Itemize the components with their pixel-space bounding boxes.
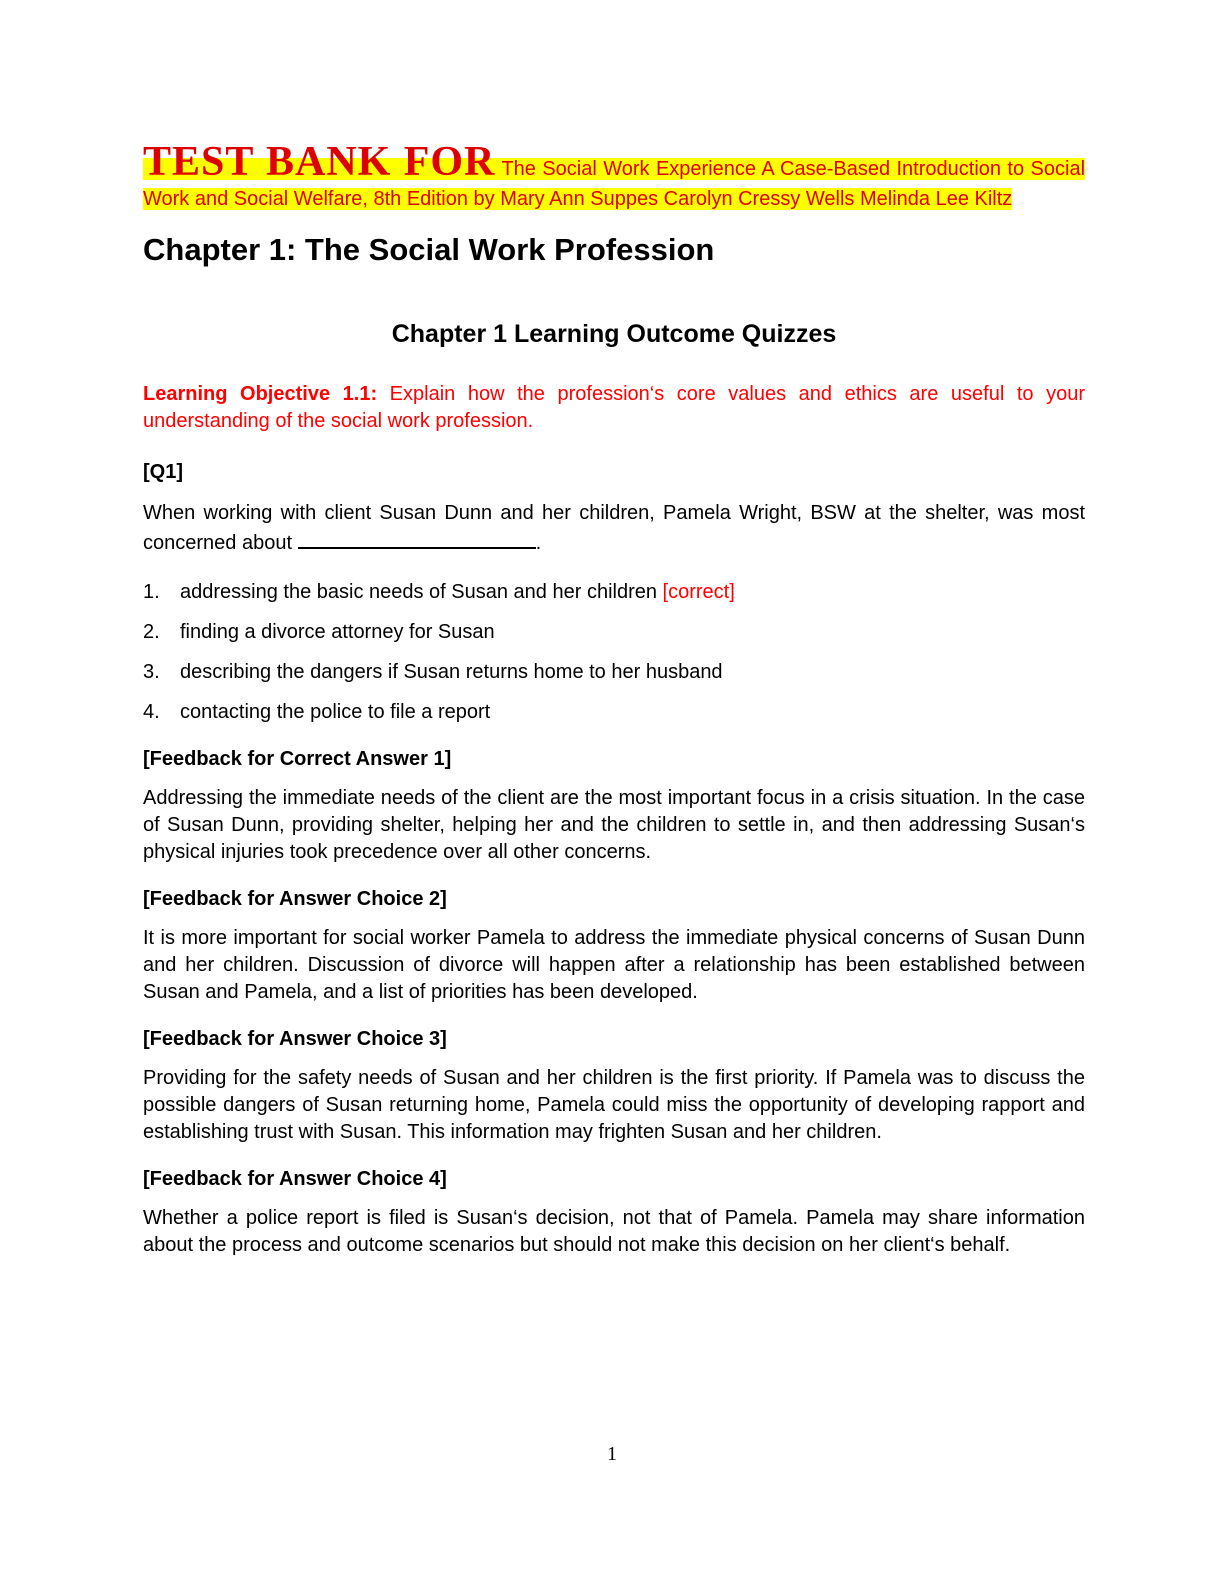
feedback-heading-2: [Feedback for Answer Choice 2] [143, 888, 447, 911]
quiz-title: Chapter 1 Learning Outcome Quizzes [391, 320, 837, 349]
page-number: 1 [607, 1443, 617, 1465]
question-id-label: [Q1] [143, 461, 183, 484]
test-bank-label: TEST BANK FOR [143, 139, 496, 185]
answer-blank-line [298, 527, 536, 549]
choice-number: 2. [143, 621, 160, 644]
question-stem-text: When working with client Susan Dunn and her children, Pamela Wright, BSW at the shelter, was most concerned about [143, 502, 1085, 555]
choice-text: contacting the police to file a report [180, 701, 491, 724]
question-stem [143, 500, 1085, 557]
feedback-text-3: Providing for the safety needs of Susan and her children is the first priority. If Pamela was to discuss the possible dangers of Susan returning home, Pamela could miss the opportunity of developing rapport and establishing trust with Susan. This information may frighten Susan and her children. [143, 1067, 1085, 1144]
learning-objective-label: Learning Objective 1.1: [143, 383, 378, 406]
answer-choice-3 [143, 659, 1085, 686]
answer-choice-2 [143, 619, 1085, 646]
question-stem-period: . [535, 532, 542, 555]
choice-number: 1. [143, 581, 160, 604]
choice-text-body: addressing the basic needs of Susan and her children [180, 581, 663, 604]
feedback-heading-1: [Feedback for Correct Answer 1] [143, 748, 452, 771]
feedback-heading-3: [Feedback for Answer Choice 3] [143, 1028, 447, 1051]
choice-number: 4. [143, 701, 160, 724]
banner-highlight [143, 139, 1086, 211]
choice-text: finding a divorce attorney for Susan [180, 621, 495, 644]
banner-subtitle: The Social Work Experience A Case-Based Introduction to Social Work and Social Welfare, 8th Edition by Mary Ann Suppes Carolyn Cressy Wells Melinda Lee Kiltz [143, 158, 1086, 211]
correct-answer-tag: [correct] [662, 581, 735, 604]
choice-text: describing the dangers if Susan returns home to her husband [180, 661, 723, 684]
test-bank-banner [143, 140, 1085, 214]
answer-choice-1 [143, 579, 1085, 606]
choice-number: 3. [143, 661, 160, 684]
learning-objective-text: Explain how the profession‘s core values and ethics are useful to your understanding of the social work profession. [143, 383, 1085, 433]
answer-choice-4 [143, 699, 1085, 726]
choice-text [180, 579, 735, 606]
learning-objective [143, 381, 1085, 435]
feedback-heading-4: [Feedback for Answer Choice 4] [143, 1168, 447, 1191]
feedback-text-4: Whether a police report is filed is Susan‘s decision, not that of Pamela. Pamela may share information about the process and outcome scenarios but should not make this decision on her client‘s behalf. [143, 1207, 1085, 1257]
feedback-text-2: It is more important for social worker Pamela to address the immediate physical concerns of Susan Dunn and her children. Discussion of divorce will happen after a relationship has been established between Susan and Pamela, and a list of priorities has been developed. [143, 927, 1085, 1004]
chapter-title: Chapter 1: The Social Work Profession [143, 232, 715, 268]
feedback-text-1: Addressing the immediate needs of the client are the most important focus in a crisis situation. In the case of Susan Dunn, providing shelter, helping her and the children to settle in, and then addressing Susan‘s physical injuries took precedence over all other concerns. [143, 787, 1085, 864]
